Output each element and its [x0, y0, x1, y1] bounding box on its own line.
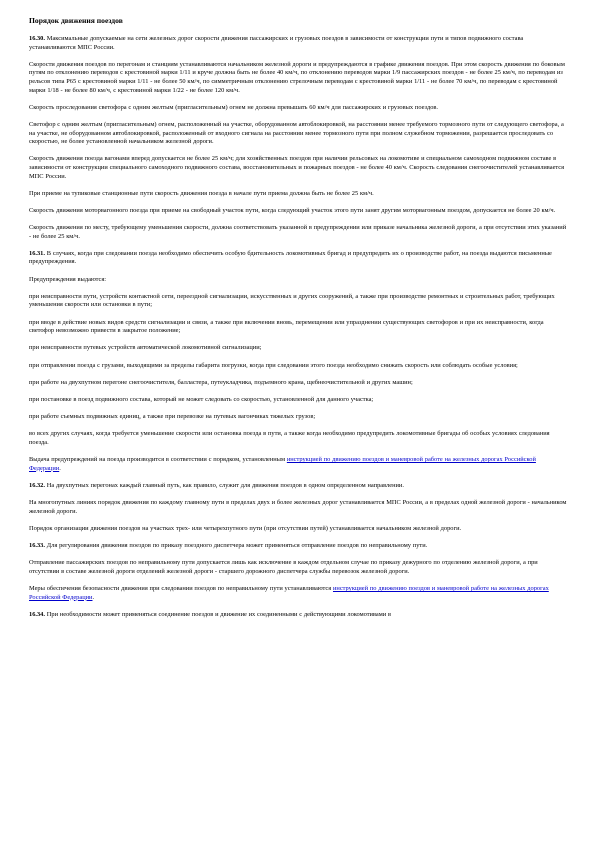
section-number: 16.30. [29, 35, 45, 42]
paragraph [29, 121, 569, 147]
paragraph [29, 190, 569, 199]
paragraph-text: Отправление пассажирских поездов по неправильному пути допускается лишь как исключение в каждом отдельном случае по приказу дежурного по отделению железной дороги, а при отсутствии в составе железной дороги отделений железной дороги - старшего дорожного диспетчера службы перевозок железной дороги. [29, 559, 538, 575]
section-number: 16.33. [29, 542, 45, 550]
section-number: 16.32. [29, 481, 45, 489]
paragraph-text: Порядок организации движения поездов на участках трех- или четырехпутного пути (при отсутствии путей) устанавливается начальником железной дороги. [29, 524, 462, 532]
paragraph [29, 276, 569, 285]
instruction-link[interactable]: инструкцией по движению поездов и маневровой работе на железных дорогах Российской Федерации [29, 456, 536, 472]
paragraph [29, 396, 569, 405]
paragraph [29, 250, 569, 267]
paragraph-text: Скорость движения по месту, требующему уменьшения скорости, должна соответствовать указанной в предупреждении или приказе начальника железной дороги, а при отсутствии этих указаний - не более 25 км/ч. [29, 224, 567, 240]
paragraph-text: В случаях, когда при следовании поезда необходимо обеспечить особую бдительность локомотивных бригад и предупредить их о производстве работ, на поезда выдаются письменные предупреждения. [29, 249, 552, 266]
paragraph-text: На многопутных линиях порядок движения по каждому главному пути в пределах двух и более железных дорог устанавливается МПС России, а в пределах одной железной дороги - начальником железной дороги. [29, 499, 567, 515]
instruction-link[interactable]: инструкцией по движению поездов и маневровой работе на железных дорогах Российской Федерации [29, 585, 549, 601]
paragraph-text: Скорости движения поездов по перегонам и станциям устанавливаются начальником железной дороги и предупреждаются в графике движения поездов. При этом скорость движения по боковым путям по отклонению переводов с крестовиной марки 1/11 и круче должна быть не более 40 км/ч, по отклонению переводов марки 1/9 пассажирских поездов - не более 25 км/ч, по переводам из рельсов типа Р65 с крестовиной марки 1/11 - не более 50 км/ч, по симметричным отклонению стрелочным переводам с крестовиной марки 1/11 - не более 70 км/ч, по переводам с крестовиной марки 1/18 - не более 80 км/ч, с крестовиной марки 1/22 - не более 120 км/ч. [29, 60, 565, 94]
paragraph [29, 293, 569, 310]
paragraph-text: Меры обеспечения безопасности движения при следовании поездов по неправильному пути устанавливаются [29, 585, 333, 592]
paragraph [29, 344, 569, 353]
paragraph-text: Светофор с одним желтым (пригласительным) огнем, расположенный на участке, оборудованном автоблокировкой, на расстоянии менее требуемого тормозного пути от следующего светофора, а на участке, не оборудованном автоблокировкой, расположенный от входного сигнала на расстоянии менее тормозного пути при полном служебном торможении, разрешается проследовать со скоростью, не более установленной начальником железной дороги. [29, 120, 564, 146]
paragraph [29, 104, 569, 113]
paragraph-text: Выдача предупреждений на поезда производится в соответствии с порядком, установленным [29, 456, 287, 464]
paragraph-text: Скорость проследования светофора с одним желтым (пригласительным) огнем не должна превышать 60 км/ч для пассажирских и грузовых поездов. [29, 103, 439, 111]
paragraph [29, 35, 569, 52]
paragraph [29, 585, 569, 602]
paragraph-tail: . [92, 593, 95, 601]
document-body [29, 35, 569, 619]
paragraph [29, 525, 569, 534]
paragraph [29, 430, 569, 447]
paragraph [29, 379, 569, 388]
section-number: 16.31. [29, 249, 45, 257]
paragraph-text: при работе съемных подвижных единиц, а также при перевозке на путевых вагончиках тяжелых грузов; [29, 413, 316, 421]
paragraph [29, 456, 569, 473]
paragraph [29, 155, 569, 181]
paragraph-text: во всех других случаях, когда требуется уменьшение скорости или остановка поезда в пути, а также когда необходимо предупредить локомотивные бригады об особых условиях следования поезда. [29, 430, 550, 446]
paragraph-text: при отправлении поезда с грузами, выходящими за пределы габарита погрузки, когда при следовании этого поезда необходимо снижать скорость или соблюдать особые условия; [29, 361, 518, 369]
section-number: 16.34. [29, 610, 45, 618]
paragraph [29, 413, 569, 422]
paragraph-text: Скорость движения поезда вагонами вперед допускается не более 25 км/ч; для хозяйственных поездов при наличии рельсовых на локомотиве и специальном самоходном подвижном составе в зависимости от конструкции специального самоходного подвижного состава, восстановительных и пожарных поездов - не более 40 км/ч. Скорость следования снегоочистителей устанавливается МПС России. [29, 155, 565, 180]
paragraph-text: Скорость движения моторвагонного поезда при приеме на свободный участок пути, когда следующий участок этого пути занят другим моторвагонным поездом, допускается не более 20 км/ч. [29, 206, 556, 214]
paragraph [29, 542, 569, 551]
paragraph-text: При необходимости может применяться соединение поездов и движение их соединенными с действующими локомотивами в [44, 610, 392, 618]
paragraph [29, 559, 569, 576]
paragraph-text: при постановке в поезд подвижного состава, который не может следовать со скоростью, установленной для данного участка; [29, 395, 374, 403]
paragraph-text: Максимальные допускаемые на сети железных дорог скорости движения пассажирских и грузовых поездов в зависимости от конструкции пути и типов подвижного состава устанавливаются МПС России. [29, 35, 524, 51]
paragraph-text: при неисправности пути, устройств контактной сети, переездной сигнализации, искусственных и других сооружений, а также при производстве ремонтных и строительных работ, требующих уменьшения скорости или остановки в пути; [29, 292, 555, 309]
paragraph-text: при неисправности путевых устройств автоматической локомотивной сигнализации; [29, 344, 262, 352]
paragraph [29, 224, 569, 241]
paragraph [29, 482, 569, 491]
page-title: Порядок движения поездов [29, 16, 123, 25]
paragraph-text: при вводе в действие новых видов средств сигнализации и связи, а также при включении вновь, перемещении или упразднении существующих светофоров и при их неисправности, когда светофор невозможно привести в закрытое положение; [29, 318, 544, 335]
paragraph-text: при работе на двухпутном перегоне снегоочистителя, балластера, путеукладчика, подъемного крана, щебнеочистительной и других машин; [29, 378, 413, 386]
paragraph [29, 319, 569, 336]
paragraph [29, 611, 569, 620]
paragraph-text: Предупреждения выдаются: [29, 275, 107, 283]
paragraph [29, 207, 569, 216]
paragraph-text: Для регулирования движения поездов по приказу поездного диспетчера может применяться отправление поездов по неправильному пути. [44, 542, 428, 550]
paragraph [29, 499, 569, 516]
paragraph-tail: . [59, 464, 61, 472]
paragraph [29, 61, 569, 95]
paragraph [29, 362, 569, 371]
paragraph-text: На двухпутных перегонах каждый главный путь, как правило, служит для движения поездов в одном определенном направлении. [44, 481, 404, 489]
paragraph-text: При приеме на тупиковые станционные пути скорость движения поезда в начале пути приема должна быть не более 25 км/ч. [29, 189, 374, 197]
